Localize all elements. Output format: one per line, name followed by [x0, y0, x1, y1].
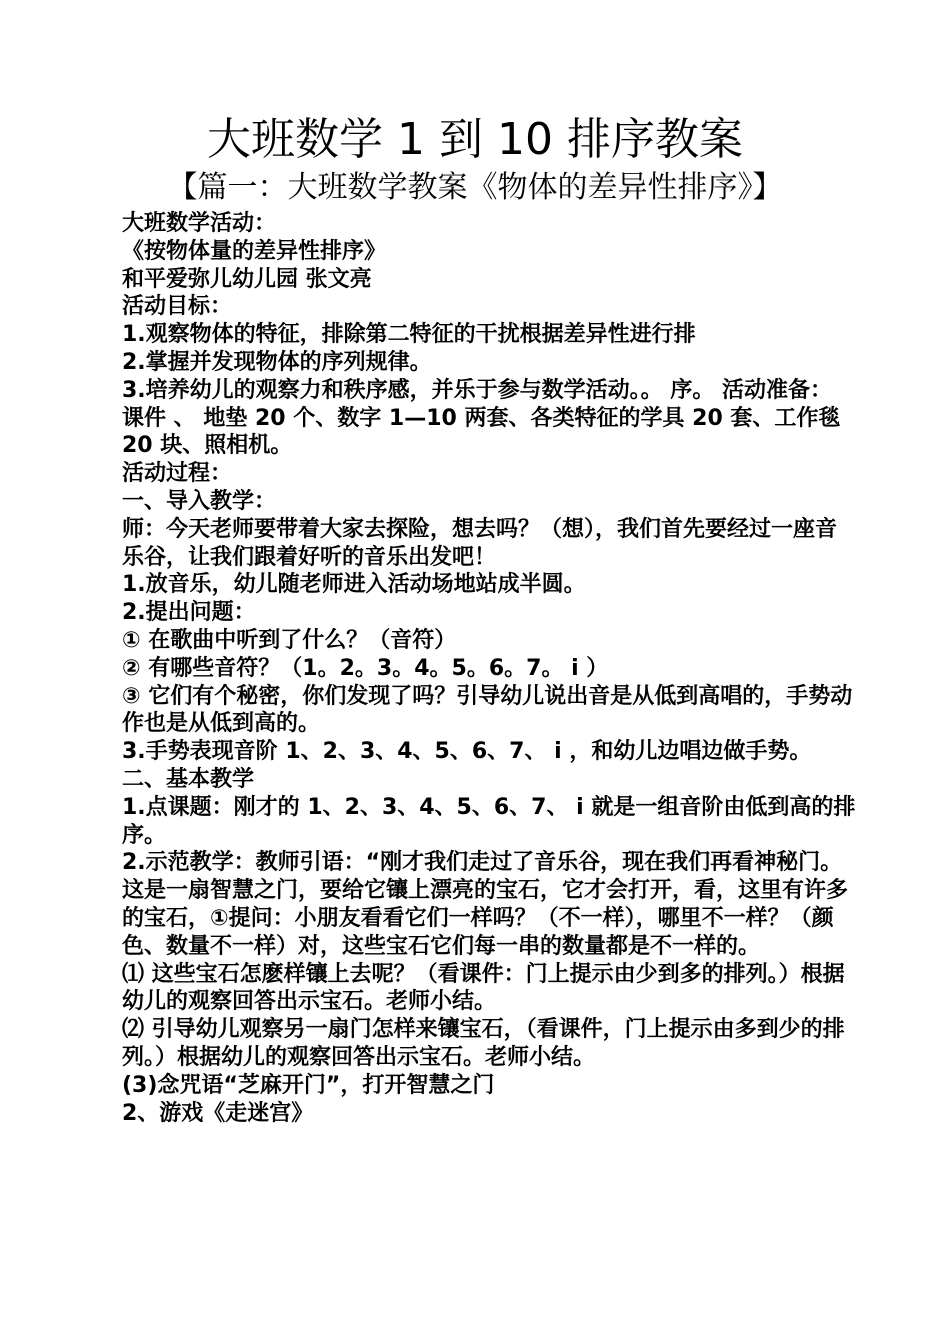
paragraph: 大班数学活动： [122, 211, 277, 236]
paragraph: 二、基本教学 [122, 766, 255, 792]
paragraph: 2.掌握并发现物体的序列规律。 [122, 349, 432, 375]
paragraph: ① 在歌曲中听到了什么？（音符） [122, 627, 457, 653]
paragraph: 和平爱弥儿幼儿园 张文亮 [122, 266, 372, 292]
paragraph: 课件 、 地垫 20 个、数字 1—10 两套、各类特征的学具 20 套、工作毯 20 块、照相机。 [122, 405, 841, 459]
paragraph: 3.手势表现音阶 1、2、3、4、5、6、7、 i ，和幼儿边唱边做手势。 [122, 739, 812, 765]
document-subtitle: 【篇一：大班数学教案《物体的差异性排序》】 [167, 170, 783, 205]
paragraph: 3.培养幼儿的观察力和秩序感，并乐于参与数学活动。。 序。 活动准备： [122, 377, 832, 403]
document-body [116, 210, 856, 1127]
paragraph: 一、导入教学： [122, 488, 277, 514]
paragraph: ③ 它们有个秘密，你们发现了吗？引导幼儿说出音是从低到高唱的，手势动作也是从低到高的。 [122, 683, 853, 737]
paragraph: 《按物体量的差异性排序》 [122, 238, 387, 264]
document-title: 大班数学 1 到 10 排序教案 [207, 114, 743, 165]
paragraph: ⑴ 这些宝石怎麽样镶上去呢？（看课件：门上提示由少到多的排列。）根据幼儿的观察回答出示宝石。老师小结。 [122, 961, 845, 1015]
paragraph: 2.示范教学：教师引语：“刚才我们走过了音乐谷，现在我们再看神秘门。这是一扇智慧之门，要给它镶上漂亮的宝石，它才会打开，看，这里有许多的宝石，①提问：小朋友看看它们一样吗？（不一样），哪里不一样？（颜色、数量不一样）对，这些宝石它们每一串的数量都是不一样的。 [122, 850, 849, 959]
paragraph: 1.观察物体的特征，排除第二特征的干扰根据差异性进行排 [122, 322, 696, 348]
paragraph: 活动目标： [122, 294, 233, 320]
paragraph: 1.点课题：刚才的 1、2、3、4、5、6、7、 i 就是一组音阶由低到高的排序。 [122, 794, 856, 848]
paragraph: ② 有哪些音符？（1。2。3。4。5。6。7。 i ） [122, 655, 609, 681]
paragraph: 2.提出问题： [122, 600, 256, 626]
paragraph: 师：今天老师要带着大家去探险，想去吗？（想），我们首先要经过一座音乐谷，让我们跟着好听的音乐出发吧！ [122, 516, 838, 570]
paragraph: 1.放音乐，幼儿随老师进入活动场地站成半圆。 [122, 572, 586, 598]
paragraph: 活动过程： [122, 461, 233, 487]
paragraph: 2、游戏《走迷宫》 [122, 1100, 314, 1126]
paragraph: (3)念咒语“芝麻开门”，打开智慧之门 [122, 1072, 495, 1098]
paragraph: ⑵ 引导幼儿观察另一扇门怎样来镶宝石，（看课件，门上提示由多到少的排列。）根据幼儿的观察回答出示宝石。老师小结。 [122, 1017, 845, 1070]
